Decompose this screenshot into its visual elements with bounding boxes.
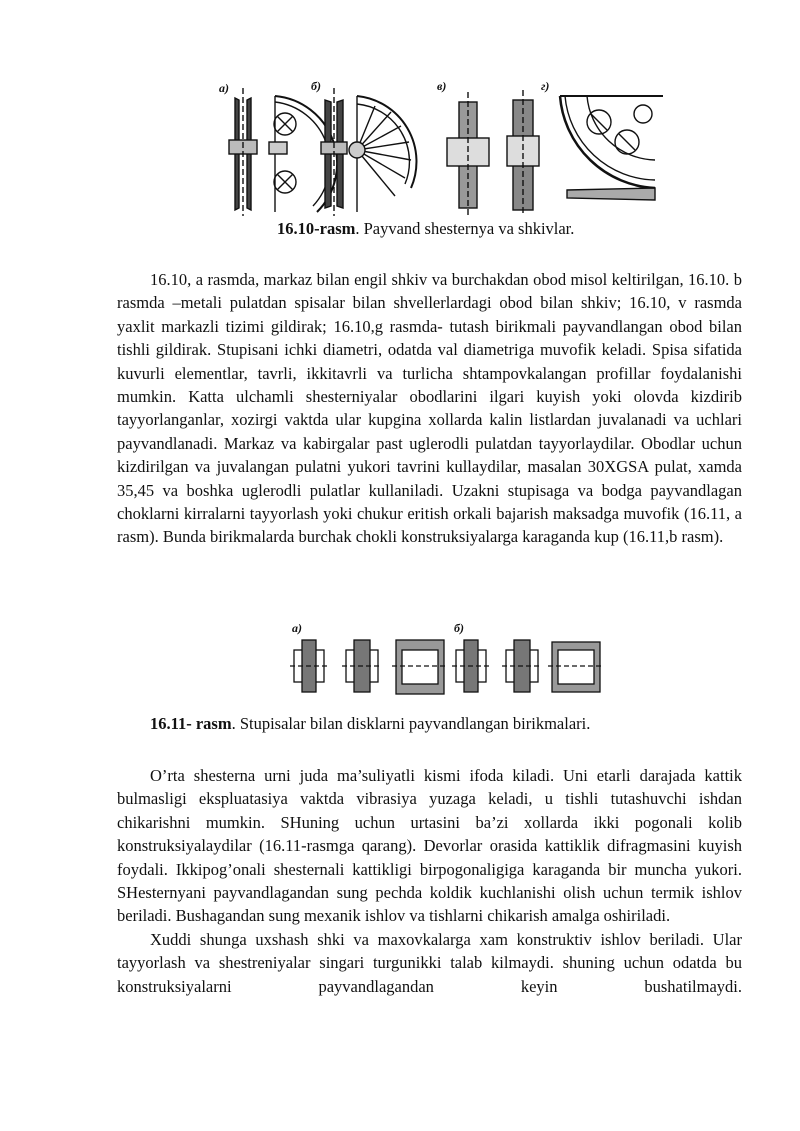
figure-16-10-drawing [215, 78, 665, 216]
fig1-label-v: в) [437, 79, 447, 93]
body-text-block-2 [117, 764, 742, 998]
figure-16-10-caption [277, 218, 574, 240]
figure-16-10 [215, 78, 665, 216]
figure-16-10-caption-number: 16.10-rasm [277, 219, 356, 238]
paragraph-2: O’rta shesterna urni juda ma’suliyatli kismi ifoda kiladi. Uni etarli darajada kattik bulmasligi ekspluatasiya vaktda vibrasiya yuzaga keladi, u tishli tutashuvchi ishdan chikarishni mumkin. SHuning uchun urtasini ba’zi xollarda ikki pogonali kolib konstruksiyalaydilar (16.11-rasmga qarang). Devorlar orasida kattiklik difragmasini kuyish foydali. Ikkipog’onali shesternali kattikligi birpogonaligiga karaganda bir muncha yukori. SHesternyani payvandlagandan sung pechda koldik kuchlanishi olish uchun termik ishlov beriladi. Bushagandan sung mexanik ishlov va tishlarni chikarish amalga oshiriladi. [117, 766, 742, 926]
figure-16-11 [288, 620, 608, 698]
body-text-block-1 [117, 268, 742, 549]
figure-16-11-drawing [288, 620, 608, 698]
figure-16-11-caption [150, 713, 590, 735]
fig1-label-b: б) [311, 79, 321, 93]
paragraph-1: 16.10, a rasmda, markaz bilan engil shkiv va burchakdan obod misol keltirilgan, 16.10. b rasmda –metali pulatdan spisalar bilan shvellerlardagi obod bilan shkiv; 16.10, v rasmda yaxlit markazli tizimi gildirak; 16.10,g rasmda- tutash birikmali payvandlangan obod bilan tishli gildirak. Stupisani ichki diametri, odatda val diametriga muvofik keladi. Spisa sifatida kuvurli elementlar, tavrli, ikkitavrli va turlicha shtampovkalangan profillar foydalanishi mumkin. Katta ulchamli shesterniyalar obodlarini ilgari kuyish yoki olovda kizdirib tayyorlanganlar, xozirgi vaktda ular kupgina xollarda kalin listlardan juvalanadi va uchlari payvandlanadi. Markaz va kabirgalar past uglerodli pulatdan tayyorlaydilar. Obodlar uchun kizdirilgan va juvalangan pulatni yukori tavrini kullaydilar, masalan 30XGSA pulat, xamda 35,45 va boshka uglerodli pulatlar kullaniladi. Uzakni stupisaga va bodga payvandlagan choklarni kirralarni tayyorlash yoki chukur eritish orkali bajarish maksadga muvofik (16.11, a rasm). Bunda birikmalarda burchak chokli konstruksiyalarga karaganda kup (16.11,b rasm). [117, 270, 742, 547]
figure-16-11-caption-text: . Stupisalar bilan disklarni payvandlangan birikmalari. [231, 714, 591, 733]
fig1-label-g: г) [541, 79, 550, 93]
paragraph-3: Xuddi shunga uxshash shki va maxovkalarga xam konstruktiv ishlov beriladi. Ular tayyorlash va shestreniyalar singari turgunikki talab kilmaydi. shuning uchun odatda bu konstruksiyalarni payvandlagandan keyin bushatilmaydi. [117, 929, 742, 996]
fig1-label-a: а) [219, 81, 229, 95]
fig2-label-a: а) [292, 621, 302, 635]
fig2-label-b: б) [454, 621, 464, 635]
figure-16-10-caption-text: . Payvand shesternya va shkivlar. [355, 219, 575, 238]
figure-16-11-caption-number: 16.11- rasm [150, 714, 232, 733]
